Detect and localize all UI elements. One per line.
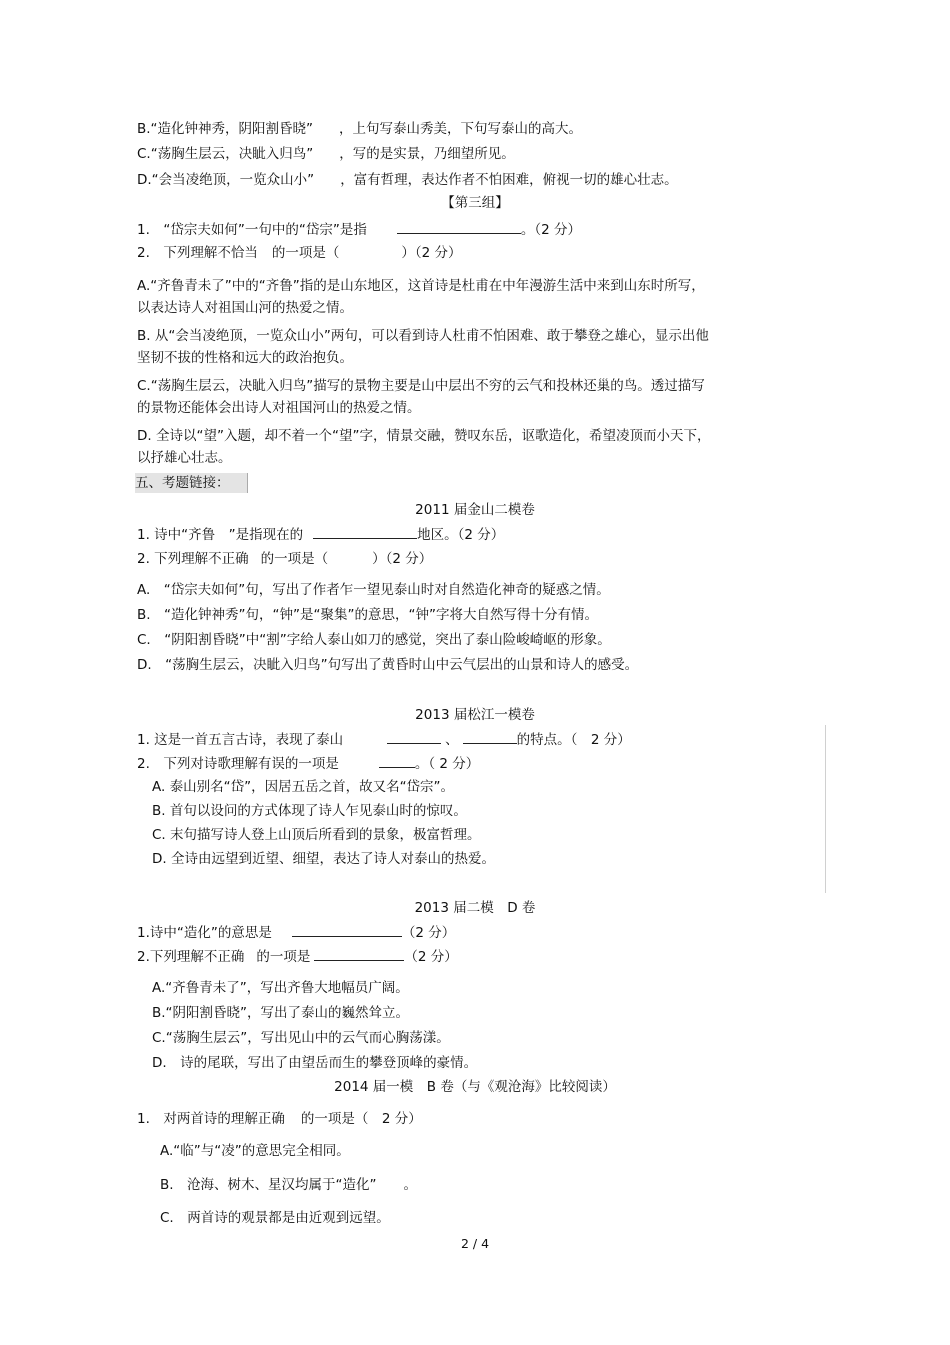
exam-2013b-option-b: B.“阴阳割昏晓”，写出了泰山的巍然耸立。 xyxy=(152,1005,410,1021)
margin-rule xyxy=(825,725,826,893)
group3-option-a-line2: 以表达诗人对祖国山河的热爱之情。 xyxy=(137,300,353,316)
exam-2013b-option-a: A.“齐鲁青未了”，写出齐鲁大地幅员广阔。 xyxy=(152,980,409,996)
exam-2014-option-b: B. 沧海、树木、星汉均属于“造化” 。 xyxy=(160,1177,418,1193)
exam-2013a-option-a: A. 泰山别名“岱”，因居五岳之首，故又名“岱宗”。 xyxy=(152,779,455,795)
exam-2013b-question-1: 1.诗中“造化”的意思是 （2 分） xyxy=(137,922,455,943)
exam-2011-option-a: A. “岱宗夫如何”句，写出了作者乍一望见泰山时对自然造化神奇的疑惑之情。 xyxy=(137,582,610,598)
group3-option-c-line1: C.“荡胸生层云，决眦入归鸟”描写的景物主要是山中层出不穷的云气和投林还巢的鸟。透过描写 xyxy=(137,378,705,394)
group3-option-b-line2: 坚韧不拔的性格和远大的政治抱负。 xyxy=(137,350,353,366)
group3-title: 【第三组】 xyxy=(441,195,509,211)
answer-blank xyxy=(313,524,417,539)
answer-blank xyxy=(379,753,415,768)
exam-2013b-option-d: D. 诗的尾联，写出了由望岳而生的攀登顶峰的豪情。 xyxy=(152,1055,478,1071)
exam-2014-title: 2014 届一模 B 卷（与《观沧海》比较阅读） xyxy=(334,1079,616,1095)
exam-2013a-question-1: 1. 这是一首五言古诗，表现了泰山 、 的特点。（ 2 分） xyxy=(137,729,631,750)
answer-blank xyxy=(387,729,441,744)
option-d-top: D.“会当凌绝顶，一览众山小” ，富有哲理，表达作者不怕困难，俯视一切的雄心壮志。 xyxy=(137,172,678,188)
exam-2011-question-1: 1. 诗中“齐鲁 ”是指现在的 地区。（2 分） xyxy=(137,524,504,545)
exam-2013a-question-2: 2. 下列对诗歌理解有误的一项是 。（ 2 分） xyxy=(137,753,479,774)
exam-2013a-title: 2013 届松江一模卷 xyxy=(415,707,535,723)
answer-blank xyxy=(463,729,517,744)
exam-2013b-question-2: 2.下列理解不正确 的一项是 （2 分） xyxy=(137,946,458,967)
page-number: 2 / 4 xyxy=(460,1236,490,1251)
exam-2011-title: 2011 届金山二模卷 xyxy=(415,502,535,518)
option-b-top: B.“造化钟神秀，阴阳割昏晓” ，上句写泰山秀美，下句写泰山的高大。 xyxy=(137,121,583,137)
exam-2014-option-a: A.“临”与“凌”的意思完全相同。 xyxy=(160,1143,350,1159)
exam-2013b-option-c: C.“荡胸生层云”，写出见山中的云气而心胸荡漾。 xyxy=(152,1030,450,1046)
exam-2013a-option-c: C. 末句描写诗人登上山顶后所看到的景象，极富哲理。 xyxy=(152,827,481,843)
exam-2011-question-2: 2. 下列理解不正确 的一项是（ ）（2 分） xyxy=(137,551,433,567)
group3-question-1: 1. “岱宗夫如何”一句中的“岱宗”是指 。（2 分） xyxy=(137,219,581,240)
answer-blank xyxy=(397,219,521,234)
exam-2013b-title: 2013 届二模 D 卷 xyxy=(414,900,536,916)
answer-blank xyxy=(314,946,404,961)
exam-2011-option-b: B. “造化钟神秀”句，“钟”是“聚集”的意思，“钟”字将大自然写得十分有情。 xyxy=(137,607,599,623)
option-c-top: C.“荡胸生层云，决眦入归鸟” ，写的是实景，乃细望所见。 xyxy=(137,146,515,162)
exam-2014-option-c: C. 两首诗的观景都是由近观到远望。 xyxy=(160,1210,390,1226)
group3-option-c-line2: 的景物还能体会出诗人对祖国河山的热爱之情。 xyxy=(137,400,421,416)
group3-question-2: 2. 下列理解不恰当 的一项是（ ）（2 分） xyxy=(137,245,462,261)
exam-2011-option-d: D. “荡胸生层云，决眦入归鸟”句写出了黄昏时山中云气层出的山景和诗人的感受。 xyxy=(137,657,639,673)
exam-2014-question-1: 1. 对两首诗的理解正确 的一项是（ 2 分） xyxy=(137,1111,422,1127)
exam-2013a-option-d: D. 全诗由远望到近望、细望，表达了诗人对泰山的热爱。 xyxy=(152,851,495,867)
exam-2011-option-c: C. “阴阳割昏晓”中“割”字给人泰山如刀的感觉，突出了泰山险峻崎岖的形象。 xyxy=(137,632,611,648)
group3-option-d-line2: 以抒雄心壮志。 xyxy=(137,450,232,466)
exam-2013a-option-b: B. 首句以设问的方式体现了诗人乍见泰山时的惊叹。 xyxy=(152,803,467,819)
section-5-heading: 五、考题链接： xyxy=(135,473,248,493)
group3-option-a-line1: A.“齐鲁青未了”中的“齐鲁”指的是山东地区，这首诗是杜甫在中年漫游生活中来到山东时所写， xyxy=(137,278,705,294)
group3-option-b-line1: B. 从“会当凌绝顶，一览众山小”两句，可以看到诗人杜甫不怕困难、敢于攀登之雄心，显示出他 xyxy=(137,328,709,344)
group3-option-d-line1: D. 全诗以“望”入题，却不着一个“望”字，情景交融，赞叹东岳，讴歌造化，希望凌顶而小天下， xyxy=(137,428,711,444)
answer-blank xyxy=(292,922,402,937)
